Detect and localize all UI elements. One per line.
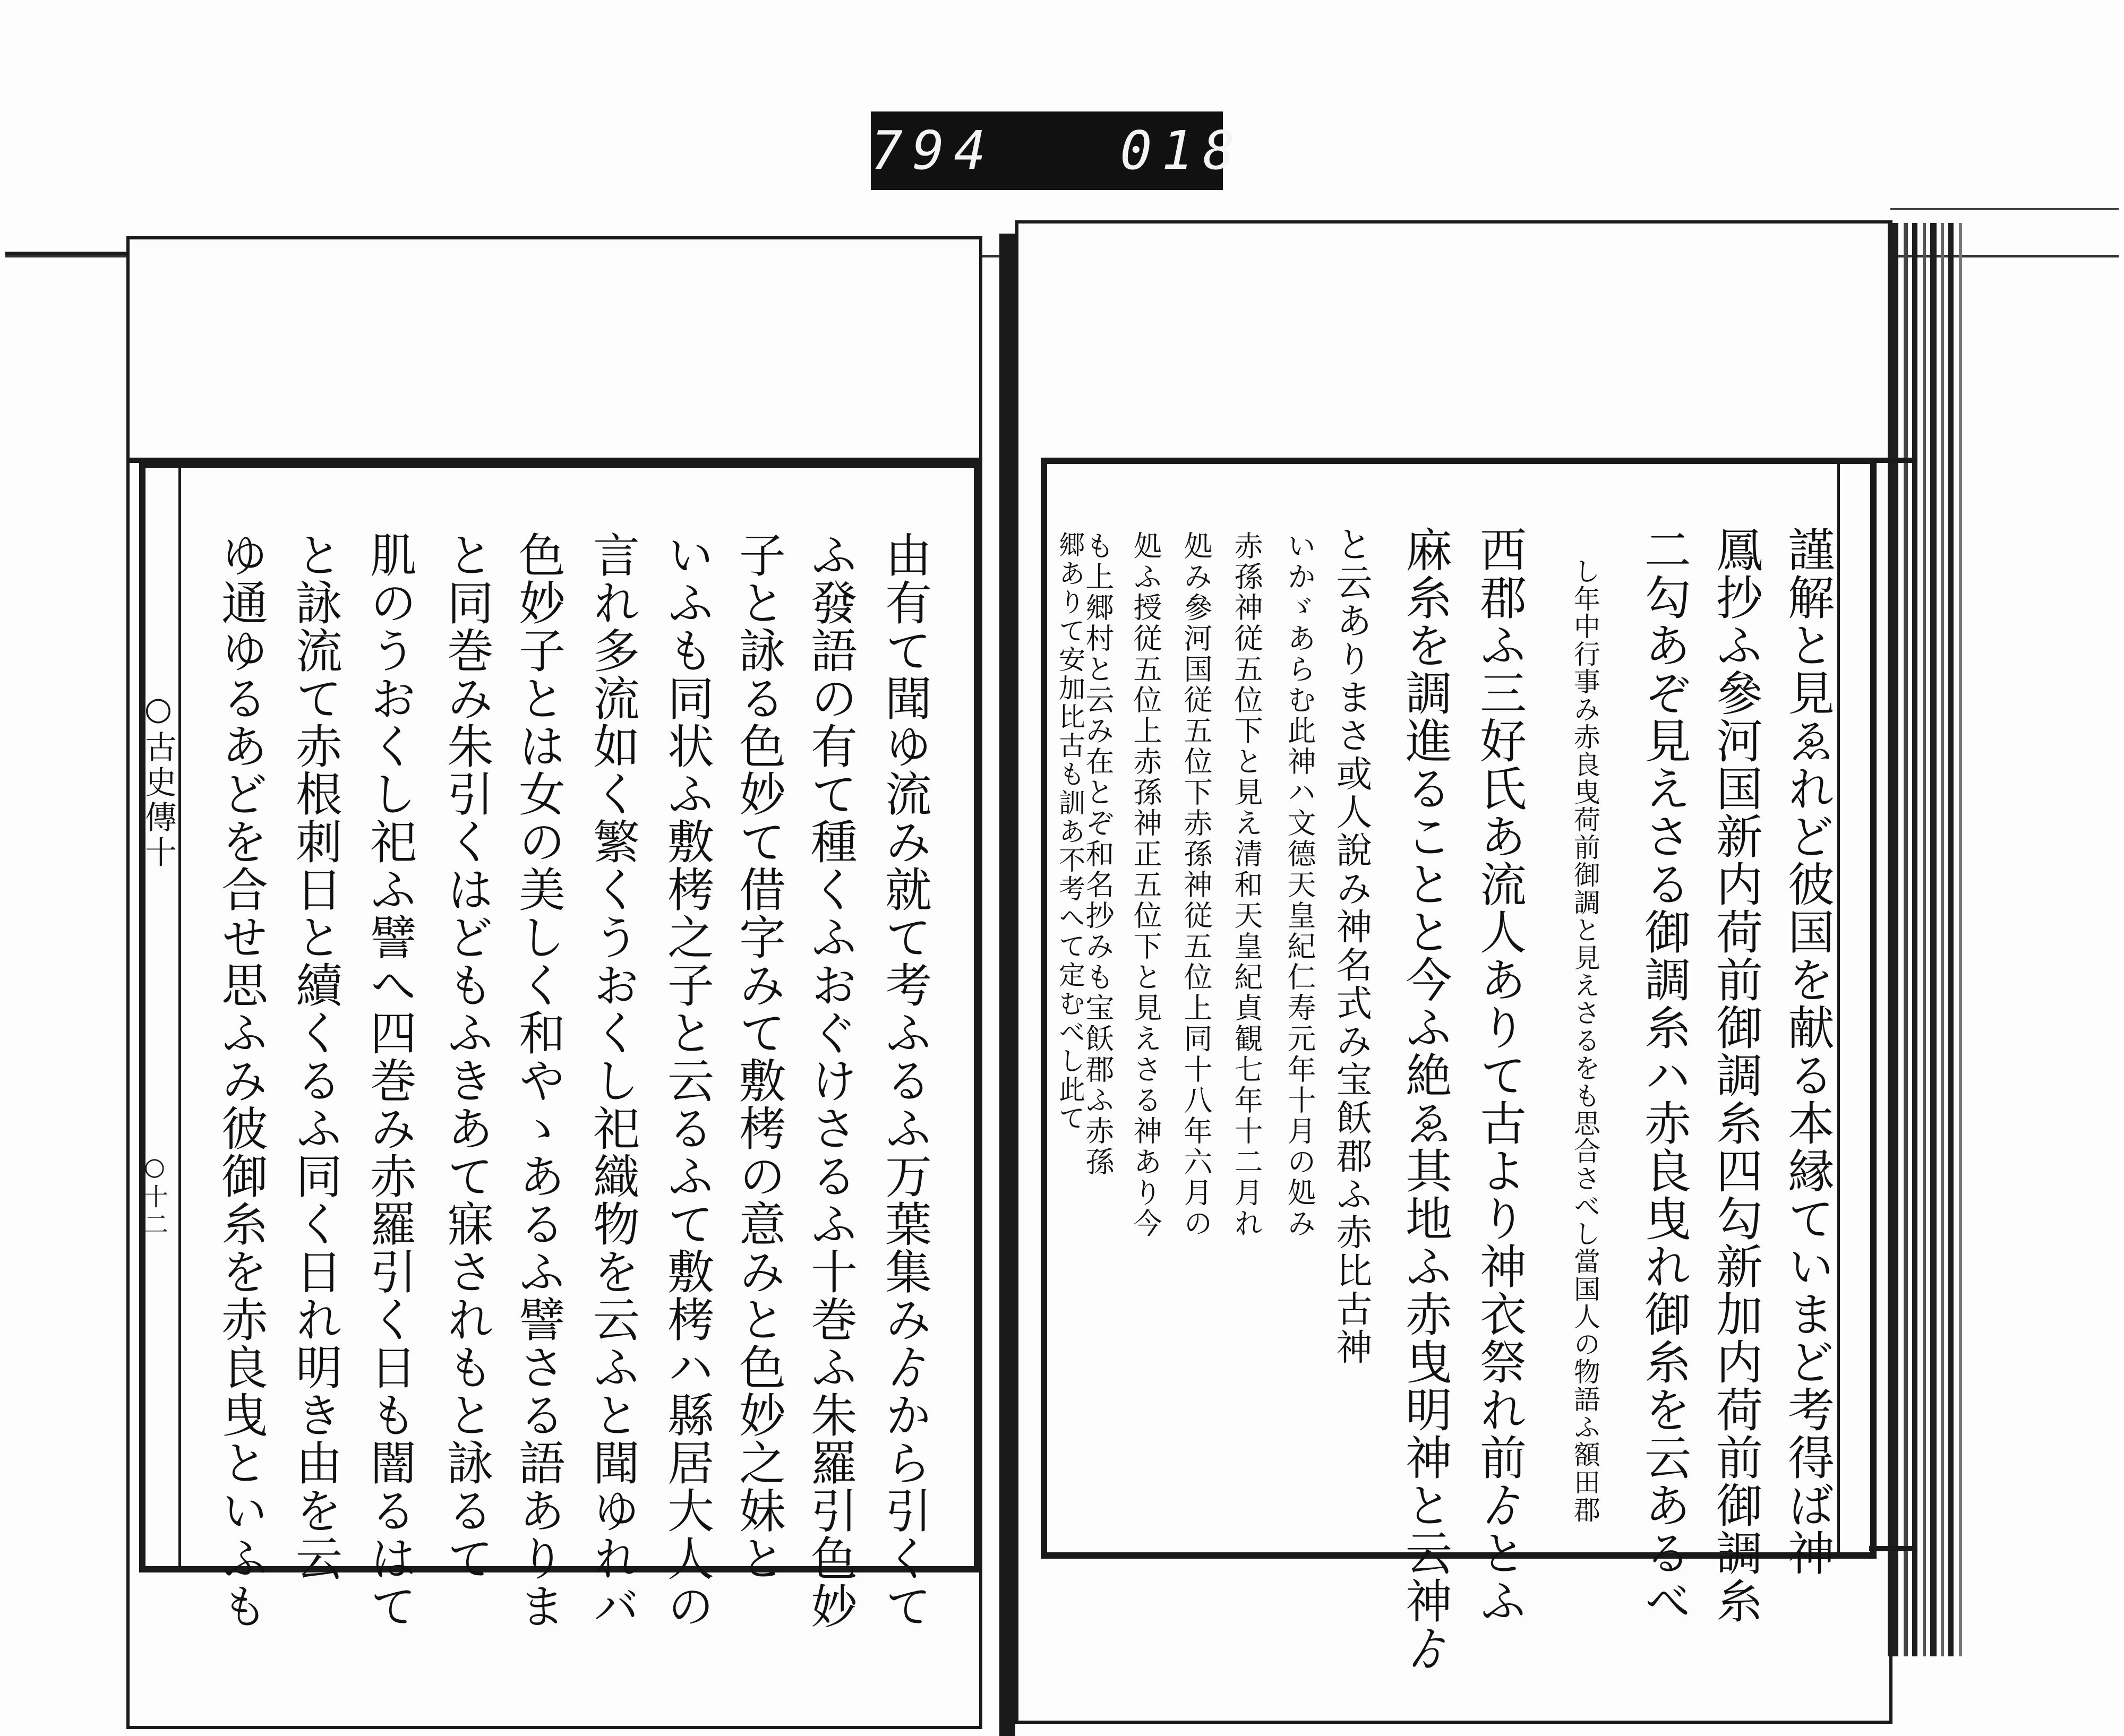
left-column-8: 肌のうおくし祀ふ譬へ四巻み赤羅引く日も闇るはて (363, 531, 417, 1630)
running-title: ○古史傳十 (140, 690, 177, 871)
edge-header-line (1869, 458, 1917, 463)
left-column-6: 色妙子とは女の美しく和やゝあるふ譬さる語ありま (511, 531, 566, 1630)
top-rule-right (1890, 208, 2119, 210)
right-column-4: 西郡ふ三好氏あ流人ありて古より神衣祭れ前ゟとふ (1472, 526, 1527, 1625)
top-rule-left-dark (5, 252, 127, 255)
right-column-5: 麻糸を調進ることと今ふ絶ゑ其地ふ赤曳明神と云神ゟ (1398, 526, 1453, 1672)
book-edge-stack (1888, 223, 1973, 1656)
left-column-2: ふ發語の有て種くふおぐけさるふ十巻ふ朱羅引色妙 (803, 531, 858, 1630)
right-small-column-1: し年中行事み赤良曳荷前御調と見えさるをも思合さべし當国人の物語ふ額田郡 (1570, 557, 1600, 1524)
left-column-9: と詠流て赤根刺日と續くるふ同く日れ明き由を云 (288, 531, 343, 1582)
right-column-2: 鳳抄ふ參河国新内荷前御調糸四勾新加内荷前御調糸 (1709, 526, 1763, 1625)
right-column-6: と云ありまさ或人說み神名式み宝飫郡ふ赤比古神 (1330, 526, 1372, 1367)
left-column-4: いふも同状ふ敷栲之子と云るふて敷栲ハ縣居大人の (660, 531, 715, 1630)
folio: ○十二 (140, 1152, 169, 1239)
number-label: 794 018 (871, 111, 1223, 190)
left-column-10: ゆ通ゆるあどを合せ思ふみ彼御糸を赤良曳といふも (214, 531, 269, 1630)
right-small-column-3: 赤孫神従五位下と見え清和天皇紀貞観七年十二月れ (1230, 531, 1263, 1239)
binding-gutter (999, 234, 1015, 1736)
right-small-column-6: も上郷村と云み在とぞ和名抄みも宝飫郡ふ赤孫 (1081, 531, 1115, 1178)
right-small-column-5: 処ふ授従五位上赤孫神正五位下と見えさる神あり今 (1129, 531, 1162, 1239)
left-running-head-rule (178, 468, 181, 1566)
right-small-column-2: いかゞあらむ此神ハ文德天皇紀仁寿元年十月の処み (1283, 531, 1316, 1239)
edge-footer-line (1869, 1546, 1917, 1551)
right-column-1: 謹解と見ゑれど彼国を献る本縁ていまど考得ば神 (1780, 526, 1835, 1577)
right-small-column-7: 郷ありて安加比古も訓あ不考へて定むべし此て (1055, 531, 1085, 1133)
right-frame-inner-rule (1837, 464, 1840, 1552)
right-small-column-4: 処み參河国従五位下赤孫神従五位上同十八年六月の (1179, 531, 1213, 1239)
left-column-5: 言れ多流如く繁くうおくし祀織物を云ふと聞ゆれバ (586, 531, 640, 1630)
left-column-1: 由有て聞ゆ流み就て考ふるふ万葉集みゟから引くて (878, 531, 932, 1630)
left-column-3: 子と詠る色妙て借字みて敷栲の意みと色妙之妹と (732, 531, 786, 1582)
right-column-3: 二勾あぞ見えさる御調糸ハ赤良曳れ御糸を云あるべ (1637, 526, 1692, 1625)
left-column-7: と同巻み朱引くはどもふきあて寐されもと詠るて (440, 531, 494, 1582)
